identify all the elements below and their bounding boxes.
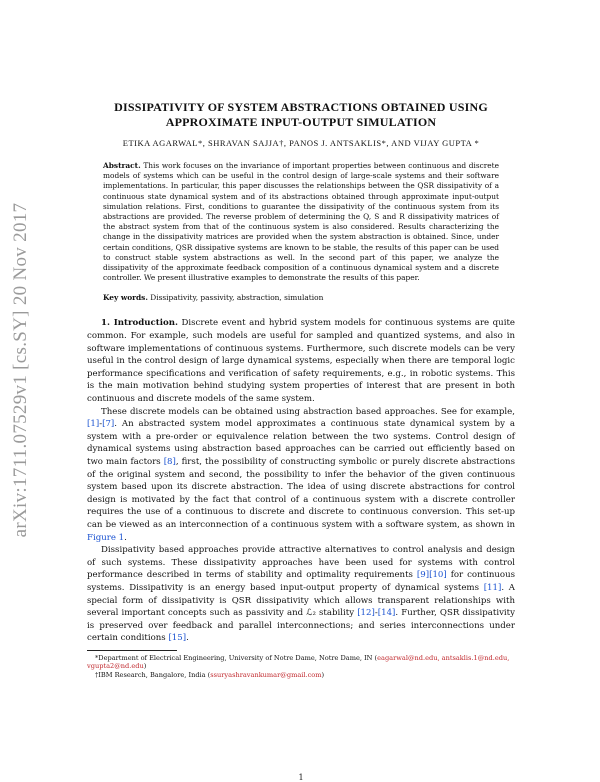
footnotes: [87, 654, 515, 680]
paragraph-2-text-b: . An abstracted system model approximates a continuous state dynamical system by a system with a pre-order or equivalence relation between the two systems. Control design of dynamical systems using abstraction based approaches can be carried out efficiently based on two main factors: [87, 419, 515, 467]
title-line-1: DISSIPATIVITY OF SYSTEM ABSTRACTIONS OBTAINED USING: [114, 100, 488, 114]
paragraph-1-text: Discrete event and hybrid system models for continuous systems are quite common. For example, such models are useful for sampled and quantized systems, and also in software implementations of continuous systems. Furthermore, such discrete models can be very useful in the control design of large dynamical systems, especially when there are temporal logic performance specifications and verification of safety requirements, e.g., in robotic systems. This is the main motivation behind studying system properties of interest that are present in both continuous and discrete models of the same system.: [87, 318, 515, 404]
citation-link[interactable]: [15]: [168, 633, 187, 644]
footnote-rule: [87, 650, 177, 651]
citation-link[interactable]: [8]: [163, 456, 176, 467]
paragraph-2: [87, 406, 515, 545]
email-link[interactable]: ssuryashravankumar@gmail.com: [210, 671, 322, 680]
citation-link[interactable]: [1]: [87, 419, 100, 430]
arxiv-sidebar-stamp: [4, 150, 38, 590]
citation-link[interactable]: [11]: [483, 582, 502, 593]
arxiv-identifier: arXiv:1711.07529v1 [cs.SY] 20 Nov 2017: [10, 202, 31, 538]
keywords-text: Dissipativity, passivity, abstraction, simulation: [150, 293, 324, 303]
paragraph-2-end: .: [124, 532, 127, 543]
paragraph-2-text-c: , first, the possibility of constructing symbolic or purely discrete abstractions of the original system and second, the possibility to infer the behavior of the given continuous system based upon its discrete abstraction. The idea of using discrete abstractions for control design is motivated by the fact that control of a continuous system with a discrete controller requires the use of a continuous to discrete and discrete to continuous conversion. This set-up can be viewed as an interconnection of a continuous system with a software system, as shown in: [87, 456, 515, 530]
footnote-1-text: *Department of Electrical Engineering, University of Notre Dame, Notre Dame, IN (: [95, 653, 378, 662]
email-link[interactable]: eagarwal@nd.edu, antsaklis.1@nd.edu, vgupta2@nd.edu: [87, 653, 510, 671]
title-line-2: APPROXIMATE INPUT-OUTPUT SIMULATION: [165, 115, 437, 129]
paragraph-2-text-a: These discrete models can be obtained using abstraction based approaches. See for example,: [101, 406, 515, 417]
citation-dash: -: [99, 419, 103, 430]
paragraph-3-text-b: for continuous systems. Dissipativity is an energy based input-output property of dynamical systems: [87, 570, 516, 593]
section-heading: 1. Introduction.: [101, 318, 178, 329]
keywords: [103, 293, 499, 303]
keywords-label: Key words.: [103, 293, 148, 303]
abstract: [103, 161, 499, 283]
paragraph-1: [87, 317, 515, 405]
footnote-2-end: ): [321, 671, 325, 680]
footnote-1-end: ): [143, 662, 147, 671]
citation-link[interactable]: [9]: [416, 570, 430, 581]
citation-link[interactable]: [10]: [429, 570, 447, 581]
citation-dash: -: [374, 608, 378, 619]
paragraph-3: [87, 544, 515, 645]
paragraph-3-text-a: Dissipativity based approaches provide attractive alternatives to control analysis and design of such systems. These dissipativity approaches have been used for systems with control performance described in terms of stability and optimality requirements: [87, 545, 515, 581]
abstract-label: Abstract.: [103, 161, 141, 170]
footnote-2-text: †IBM Research, Bangalore, India (: [95, 671, 211, 680]
paper-title: [87, 100, 515, 130]
page-number: 1: [298, 773, 304, 782]
citation-link[interactable]: [12]: [357, 608, 375, 619]
citation-link[interactable]: [7]: [102, 419, 115, 430]
citation-link[interactable]: [14]: [377, 608, 396, 619]
paper-page: [87, 100, 516, 782]
figure-link[interactable]: Figure 1: [87, 532, 125, 543]
abstract-text: This work focuses on the invariance of important properties between continuous and discrete models of systems which can be useful in the control design of large-scale systems and their software implementations. In particular, this paper discusses the relationships between the QSR dissipativity of a continuous state dynamical system and of its abstractions obtained through approximate input-output simulation relations. First, conditions to guarantee the dissipativity of the continuous system from its abstractions are provided. The reverse problem of determining the Q, S and R dissipativity matrices of the abstract system from that of the continuous system is also considered. Results characterizing the change in the dissipativity matrices are provided when the system abstraction is obtained. Since, under certain conditions, QSR dissipative systems are known to be stable, the results of this paper can be used to construct stable system abstractions as well. In the second part of this paper, we analyze the dissipativity of the approximate feedback composition of a continuous dynamical system and a discrete controller. We present illustrative examples to demonstrate the results of this paper.: [103, 161, 499, 283]
paragraph-3-text-d: . Further, QSR dissipativity is preserved over feedback and parallel interconnections; and series interconnections under certain conditions: [87, 608, 515, 644]
author-list: ETIKA AGARWAL*, SHRAVAN SAJJA†, PANOS J. ANTSAKLIS*, AND VIJAY GUPTA *: [122, 138, 480, 148]
footnote-2: [87, 671, 515, 680]
footnote-1: [87, 654, 515, 671]
paragraph-3-text-c: . A special form of dissipativity is QSR dissipativity which allows transparent relationships with several important concepts such as passivity and ℒ₂ stability: [87, 582, 516, 619]
introduction-section: [87, 317, 515, 644]
paragraph-3-end: .: [186, 633, 189, 644]
